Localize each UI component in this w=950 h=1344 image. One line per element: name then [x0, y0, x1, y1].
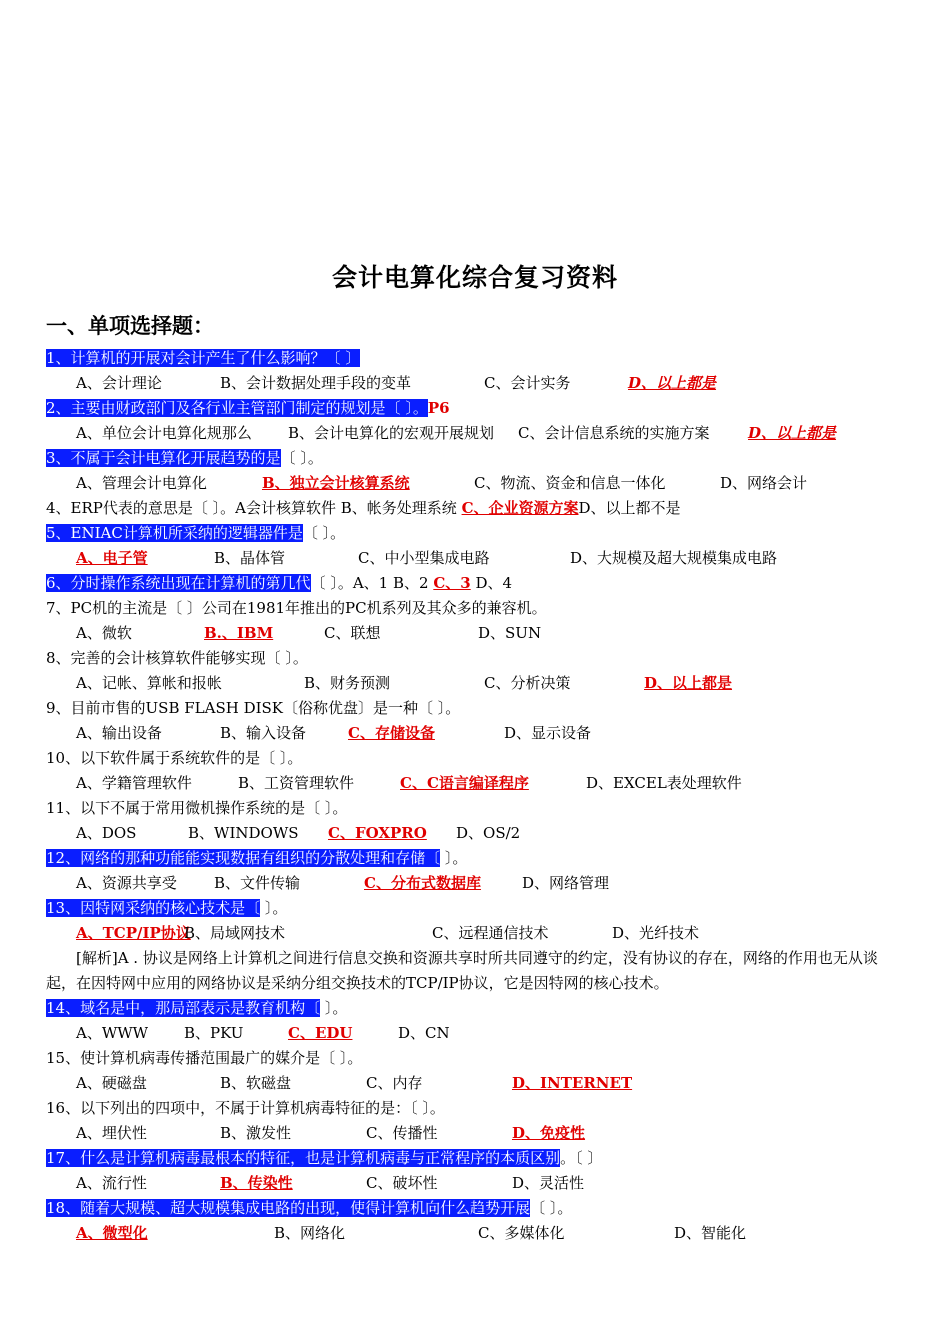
- options-row: [0, 471, 950, 496]
- question-6: [0, 571, 950, 596]
- question-text: 10、以下软件属于系统软件的是〔 〕。: [46, 749, 303, 767]
- option-d: D、显示设备: [504, 724, 592, 742]
- question-text: 4、ERP代表的意思是〔 〕。A会计核算软件 B、帐务处理系统: [46, 499, 457, 517]
- option-b: B、晶体管: [214, 549, 286, 567]
- option-a: A、会计理论: [76, 374, 162, 392]
- question-text: 17、什么是计算机病毒最根本的特征，也是计算机病毒与正常程序的本质区别: [46, 1149, 561, 1167]
- question-1: [0, 346, 950, 371]
- option-d: D、网络管理: [522, 874, 610, 892]
- question-text: 12、网络的那种功能能实现数据有组织的分散处理和存储〔: [46, 849, 441, 867]
- option-a: A、WWW: [76, 1024, 149, 1042]
- option-d: D、网络会计: [720, 474, 808, 492]
- question-11: [0, 796, 950, 821]
- options-row: [0, 871, 950, 896]
- option-d: D、灵活性: [512, 1174, 585, 1192]
- option-a: A、输出设备: [76, 724, 162, 742]
- options-row: [0, 1171, 950, 1196]
- question-text: 14、域名是中，那局部表示是教育机构〔: [46, 999, 321, 1017]
- options-row: [0, 1071, 950, 1096]
- correct-option: D、免疫性: [512, 1124, 586, 1142]
- option-b: B、会计数据处理手段的变革: [220, 374, 412, 392]
- correct-option: C、FOXPRO: [328, 824, 427, 842]
- option-b: B、会计电算化的宏观开展规划: [288, 424, 495, 442]
- correct-option: B、传染性: [220, 1174, 293, 1192]
- question-tail: D、4: [475, 574, 513, 592]
- question-text: 1、计算机的开展对会计产生了什么影响？〔 〕: [46, 349, 361, 367]
- option-b: B、工资管理软件: [238, 774, 355, 792]
- question-14: [0, 996, 950, 1021]
- options-row: [0, 1221, 950, 1246]
- option-b: B、财务预测: [304, 674, 391, 692]
- option-b: B、PKU: [184, 1024, 244, 1042]
- question-tail: 〕。: [260, 899, 288, 917]
- option-d: D、SUN: [478, 624, 542, 642]
- correct-option: C、分布式数据库: [364, 874, 481, 892]
- options-row: [0, 771, 950, 796]
- option-c: C、中小型集成电路: [358, 549, 490, 567]
- question-15: [0, 1046, 950, 1071]
- question-4: [0, 496, 950, 521]
- question-5: [0, 521, 950, 546]
- option-b: B、激发性: [220, 1124, 292, 1142]
- correct-option: D、以上都是: [644, 674, 733, 692]
- question-tail: 〔 〕。: [302, 524, 346, 542]
- question-tail: 〕。: [440, 849, 468, 867]
- explanation: [解析]A . 协议是网络上计算机之间进行信息交换和资源共享时所共同遵守的约定，没有协议的存在，网络的作用也无从谈起，在因特网中应用的网络协议是采纳分组交换技术的TCP/IP协议，它是因特网的核心技术。: [46, 949, 878, 992]
- option-a: A、学籍管理软件: [76, 774, 192, 792]
- question-text: 13、因特网采纳的核心技术是〔: [46, 899, 261, 917]
- correct-option: C、存储设备: [348, 724, 435, 742]
- option-a: A、记帐、算帐和报帐: [76, 674, 222, 692]
- correct-option: D、INTERNET: [512, 1074, 633, 1092]
- question-text: 2、主要由财政部门及各行业主管部门制定的规划是〔 〕。: [46, 399, 428, 417]
- question-7: [0, 596, 950, 621]
- options-row: [0, 1121, 950, 1146]
- option-a: A、单位会计电算化规那么: [76, 424, 252, 442]
- question-list: [0, 346, 950, 1246]
- correct-option: D、以上都是: [628, 374, 717, 392]
- option-c: C、内存: [366, 1074, 423, 1092]
- option-c: C、联想: [324, 624, 381, 642]
- page-reference: P6: [427, 399, 450, 417]
- option-c: C、传播性: [366, 1124, 438, 1142]
- page-title: 会计电算化综合复习资料: [331, 263, 618, 292]
- question-2: [0, 396, 950, 421]
- options-row: [0, 1021, 950, 1046]
- question-12: [0, 846, 950, 871]
- correct-option: A、电子管: [76, 549, 148, 567]
- option-a: A、流行性: [76, 1174, 147, 1192]
- option-a: A、DOS: [76, 824, 137, 842]
- question-tail: 。〔 〕: [560, 1149, 603, 1167]
- question-tail: 〕。: [320, 999, 348, 1017]
- question-text: 16、以下列出的四项中，不属于计算机病毒特征的是：〔 〕。: [46, 1099, 445, 1117]
- question-text: 8、完善的会计核算软件能够实现〔 〕。: [46, 649, 308, 667]
- options-row: [0, 671, 950, 696]
- option-d: D、OS/2: [456, 824, 521, 842]
- section-heading: 一、单项选择题：: [46, 314, 214, 338]
- option-a: A、微软: [76, 624, 132, 642]
- option-a: A、管理会计电算化: [76, 474, 207, 492]
- question-text: 5、ENIAC计算机所采纳的逻辑器件是: [46, 524, 303, 542]
- option-d: D、智能化: [674, 1224, 747, 1242]
- question-tail: 〔 〕。: [530, 1199, 573, 1217]
- question-tail: D、以上都不是: [578, 499, 681, 517]
- option-a: A、埋伏性: [76, 1124, 147, 1142]
- option-c: C、破坏性: [366, 1174, 438, 1192]
- correct-option: C、C语言编译程序: [400, 774, 529, 792]
- option-a: A、资源共享受: [76, 874, 177, 892]
- options-row: [0, 546, 950, 571]
- option-c: C、多媒体化: [478, 1224, 565, 1242]
- correct-option: D、以上都是: [748, 424, 837, 442]
- option-c: C、物流、资金和信息一体化: [474, 474, 666, 492]
- option-d: D、光纤技术: [612, 924, 700, 942]
- question-text: 3、不属于会计电算化开展趋势的是: [46, 449, 281, 467]
- question-text: 7、PC机的主流是〔 〕公司在1981年推出的PC机系列及其众多的兼容机。: [46, 599, 547, 617]
- option-c: C、会计实务: [484, 374, 571, 392]
- question-13: [0, 896, 950, 921]
- question-text: 15、使计算机病毒传播范围最广的媒介是〔 〕。: [46, 1049, 363, 1067]
- option-c: C、远程通信技术: [432, 924, 549, 942]
- option-a: A、硬磁盘: [76, 1074, 147, 1092]
- correct-answer: C、企业资源方案: [461, 499, 579, 517]
- option-b: B、输入设备: [220, 724, 307, 742]
- option-c: C、分析决策: [484, 674, 571, 692]
- option-b: B、WINDOWS: [188, 824, 299, 842]
- question-16: [0, 1096, 950, 1121]
- option-b: B、文件传输: [214, 874, 301, 892]
- option-d: D、CN: [398, 1024, 450, 1042]
- options-row: [0, 421, 950, 446]
- question-17: [0, 1146, 950, 1171]
- options-row: [0, 921, 950, 946]
- option-b: B、网络化: [274, 1224, 346, 1242]
- question-text: 6、分时操作系统出现在计算机的第几代: [46, 574, 311, 592]
- question-tail: 〔 〕。A、1 B、2: [310, 574, 429, 592]
- options-row: [0, 371, 950, 396]
- options-row: [0, 621, 950, 646]
- question-text: 11、以下不属于常用微机操作系统的是〔 〕。: [46, 799, 348, 817]
- correct-option: A、TCP/IP协议: [76, 924, 191, 942]
- question-10: [0, 746, 950, 771]
- option-d: D、大规模及超大规模集成电路: [570, 549, 778, 567]
- question-tail: 〔 〕。: [280, 449, 323, 467]
- correct-option: C、EDU: [288, 1024, 353, 1042]
- options-row: [0, 721, 950, 746]
- option-b: B、局域网技术: [184, 924, 286, 942]
- option-d: D、EXCEL表处理软件: [586, 774, 742, 792]
- question-18: [0, 1196, 950, 1221]
- correct-option: B、独立会计核算系统: [262, 474, 410, 492]
- option-b: B、软磁盘: [220, 1074, 292, 1092]
- question-8: [0, 646, 950, 671]
- question-text: 9、目前市售的USB FLASH DISK〔俗称优盘〕是一种〔 〕。: [46, 699, 461, 717]
- question-9: [0, 696, 950, 721]
- option-c: C、会计信息系统的实施方案: [518, 424, 710, 442]
- correct-option: B.、IBM: [204, 624, 274, 642]
- question-text: 18、随着大规模、超大规模集成电路的出现，使得计算机向什么趋势开展: [46, 1199, 531, 1217]
- correct-option: A、微型化: [76, 1224, 148, 1242]
- correct-answer: C、3: [433, 574, 471, 592]
- options-row: [0, 821, 950, 846]
- question-3: [0, 446, 950, 471]
